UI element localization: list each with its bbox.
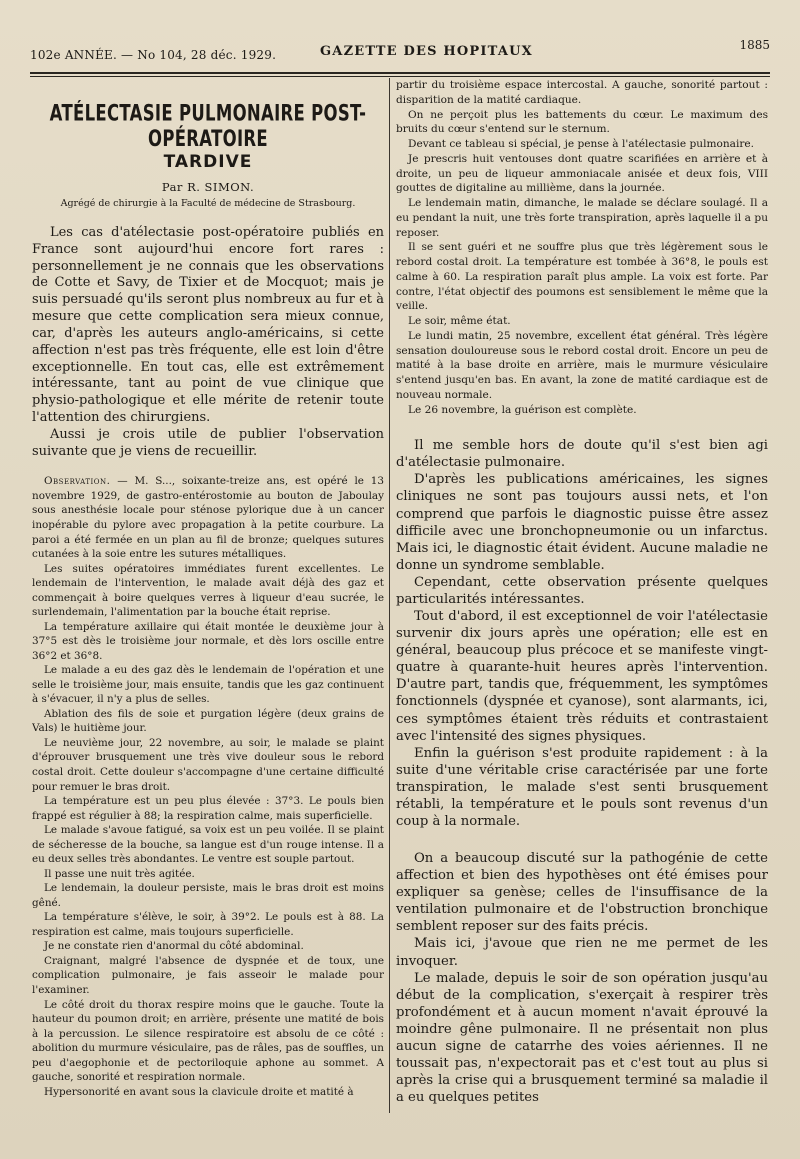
journal-name: GAZETTE DES HOPITAUX — [320, 44, 533, 59]
paragraph: Je prescris huit ventouses dont quatre scarifiées en arrière et à droite, un peu de liqueur ammoniacale anisée et deux fois, VIII gouttes de digitaline au millième, dans la journée. — [396, 152, 768, 195]
paragraph: On a beaucoup discuté sur la pathogénie de cette affection et bien des hypothèses ont été émises pour expliquer sa genèse; celles de l'insuffisance de la ventilation pulmonaire et de l'obstruction bronchique semblent reposer sur des faits précis. — [396, 851, 768, 935]
paragraph: Le lendemain matin, dimanche, le malade se déclare soulagé. Il a eu pendant la nuit, une très forte transpiration, après laquelle il a pu reposer. — [396, 197, 768, 239]
observation-section — [32, 474, 384, 1099]
pathogenesis-section — [396, 850, 768, 1106]
paragraph: partir du troisième espace intercostal. A gauche, sonorité partout : disparition de la matité cardiaque. — [396, 79, 768, 106]
paragraph: On ne perçoit plus les battements du cœur. Le maximum des bruits du cœur s'entend sur le sternum. — [396, 108, 768, 136]
paragraph: Craignant, malgré l'absence de dyspnée et de toux, une complication pulmonaire, je fais asseoir le malade pour l'examiner. — [32, 954, 384, 996]
paragraph: Aussi je crois utile de publier l'observation suivante que je viens de recueillir. — [32, 426, 384, 459]
article-author: Par R. SIMON. — [161, 180, 255, 194]
paragraph: Mais ici, j'avoue que rien ne me permet de les invoquer. — [396, 936, 768, 969]
paragraph: D'après les publications américaines, les signes cliniques ne sont pas toujours aussi nets, et l'on comprend que parfois le diagnostic puisse être assez difficile avec une bronchopneumonie ou un infarctus. Mais ici, le diagnostic était évident. Aucune maladie ne donne un syndrome semblable. — [396, 472, 768, 573]
paragraph: Le neuvième jour, 22 novembre, au soir, le malade se plaint d'éprouver brusquement une très vive douleur sous le rebord costal droit. Cette douleur s'accompagne d'une certaine difficulté pour remuer le bras droit. — [32, 736, 384, 793]
paragraph: Le 26 novembre, la guérison est complète. — [408, 403, 637, 416]
issue-info: 102e ANNÉE. — No 104, 28 déc. 1929. — [30, 48, 277, 62]
paragraph: Enfin la guérison s'est produite rapidement : à la suite d'une véritable crise caractérisée par une forte transpiration, le malade s'est senti brusquement rétabli, la température et le pouls sont revenus d'un coup à la normale. — [396, 745, 768, 829]
paragraph: Le malade s'avoue fatigué, sa voix est un peu voilée. Il se plaint de sécheresse de la bouche, sa langue est d'un rouge intense. Il a eu deux selles très abondantes. Le ventre est souple partout. — [32, 824, 384, 866]
page-number: 1885 — [739, 38, 770, 52]
paragraph: La température est un peu plus élevée : 37°3. Le pouls bien frappé est régulier à 88; la respiration calme, mais superficielle. — [32, 795, 384, 822]
paragraph: Ablation des fils de soie et purgation légère (deux grains de Vals) le huitième jour. — [32, 707, 384, 735]
paragraph: Le malade, depuis le soir de son opération jusqu'au début de la complication, s'exerçait à respirer très profondément et à aucun moment n'avait éprouvé la moindre gêne pulmonaire. Il ne présentait non plus aucun signe de catarrhe des voies aériennes. Il ne toussait pas, n'expectorait pas et c'est tout au plus si après la crise qui a brusquement terminé sa maladie il a eu quelques petites — [396, 970, 768, 1106]
observation-first-paragraph — [32, 474, 384, 561]
paragraph: Le lendemain, la douleur persiste, mais le bras droit est moins gêné. — [32, 882, 384, 909]
article-subtitle: TARDIVE — [163, 152, 253, 172]
left-column — [32, 82, 384, 1117]
paragraph: Le soir, même état. — [408, 315, 511, 327]
paragraph: Cependant, cette observation présente quelques particularités intéressantes. — [396, 574, 768, 607]
observation-label: Observation. — [44, 475, 111, 488]
page-header — [30, 38, 770, 64]
article-title: ATÉLECTASIE PULMONAIRE POST-OPÉRATOIRE — [49, 100, 367, 152]
column-divider — [389, 78, 390, 1113]
paragraph: La température axillaire qui était montée le deuxième jour à 37°5 est dès le troisième jour normale, et dès lors oscille entre 36°2 et 36°8. — [32, 620, 384, 662]
paragraph: Le côté droit du thorax respire moins que le gauche. Toute la hauteur du poumon droit; en arrière, présente une matité de bois à la percussion. Le silence respiratoire est absolu de ce côté : abolition du murmure vésiculaire, pas de râles, pas de souffles, un peu d'aegophonie et de pectoriloquie aphone au sommet. A gauche, sonorité et respiration normale. — [32, 998, 384, 1084]
header-rule-thin — [30, 76, 770, 77]
observation-continued — [396, 78, 768, 417]
paragraph: Il me semble hors de doute qu'il s'est bien agi d'atélectasie pulmonaire. — [396, 438, 768, 471]
paragraph: Devant ce tableau si spécial, je pense à l'atélectasie pulmonaire. — [408, 138, 754, 150]
paragraph: Le lundi matin, 25 novembre, excellent état général. Très légère sensation douloureuse sous le rebord costal droit. Encore un peu de matité à la base droite en arrière, mais le murmure vésiculaire s'entend jusqu'en bas. En avant, la zone de matité cardiaque est de nouveau normale. — [396, 329, 768, 401]
article-intro — [32, 225, 384, 460]
paragraph: Il passe une nuit très agitée. — [44, 867, 195, 880]
paragraph: Le malade a eu des gaz dès le lendemain de l'opération et une selle le troisième jour, mais ensuite, tandis que les gaz continuent à s'évacuer, il n'y a plus de selles. — [32, 664, 384, 706]
paragraph: La température s'élève, le soir, à 39°2. Le pouls est à 88. La respiration est calme, mais toujours superficielle. — [32, 911, 384, 938]
observation-text: — M. S..., soixante-treize ans, est opéré le 13 novembre 1929, de gastro-entérostomie au bouton de Jaboulay sous anesthésie locale pour sténose pylorique due à un cancer inopérable du pylore avec propagation à la petite courbure. La paroi a été fermée en un plan au fil de bronze; quelques sutures cutanées à la soie entre les sutures métalliques. — [32, 475, 384, 561]
paragraph: Je ne constate rien d'anormal du côté abdominal. — [44, 940, 304, 953]
paragraph: Les cas d'atélectasie post-opératoire publiés en France sont aujourd'hui encore fort rares : personnellement je ne connais que les observations de Cotte et Savy, de Tixier et de Mocquot; mais je suis persuadé qu'ils seront plus nombreux au fur et à mesure que cette complication sera mieux connue, car, d'après les auteurs anglo-américains, si cette affection n'est pas très fréquente, elle est loin d'être exceptionnelle. En tout cas, elle est extrêmement intéressante, tant au point de vue clinique que physio-pathologique et elle mérite de retenir toute l'attention des chirurgiens. — [32, 225, 384, 425]
author-affiliation: Agrégé de chirurgie à la Faculté de médecine de Strasbourg. — [60, 198, 356, 209]
header-rule — [30, 72, 770, 74]
paragraph: Hypersonorité en avant sous la clavicule droite et matité à — [44, 1085, 354, 1098]
discussion-section — [396, 437, 768, 830]
paragraph: Les suites opératoires immédiates furent excellentes. Le lendemain de l'intervention, le malade avait déjà des gaz et commençait à boire quelques verres à liqueur d'eau sucrée, le surlendemain, l'alimentation par la bouche était reprise. — [32, 562, 384, 619]
right-column — [396, 78, 768, 1118]
paragraph: Il se sent guéri et ne souffre plus que très légèrement sous le rebord costal droit. La température est tombée à 36°8, le pouls est calme à 60. La respiration paraît plus ample. La voix est forte. Par contre, l'état objectif des poumons est sensiblement le même que la veille. — [396, 241, 768, 313]
paragraph: Tout d'abord, il est exceptionnel de voir l'atélectasie survenir dix jours après une opération; elle est en général, beaucoup plus précoce et se manifeste vingt-quatre à quarante-huit heures après l'intervention. D'autre part, tandis que, fréquemment, les symptômes fonctionnels (dyspnée et cyanose), sont alarmants, ici, ces symptômes étaient très réduits et contrastaient avec l'intensité des signes physiques. — [396, 609, 768, 744]
